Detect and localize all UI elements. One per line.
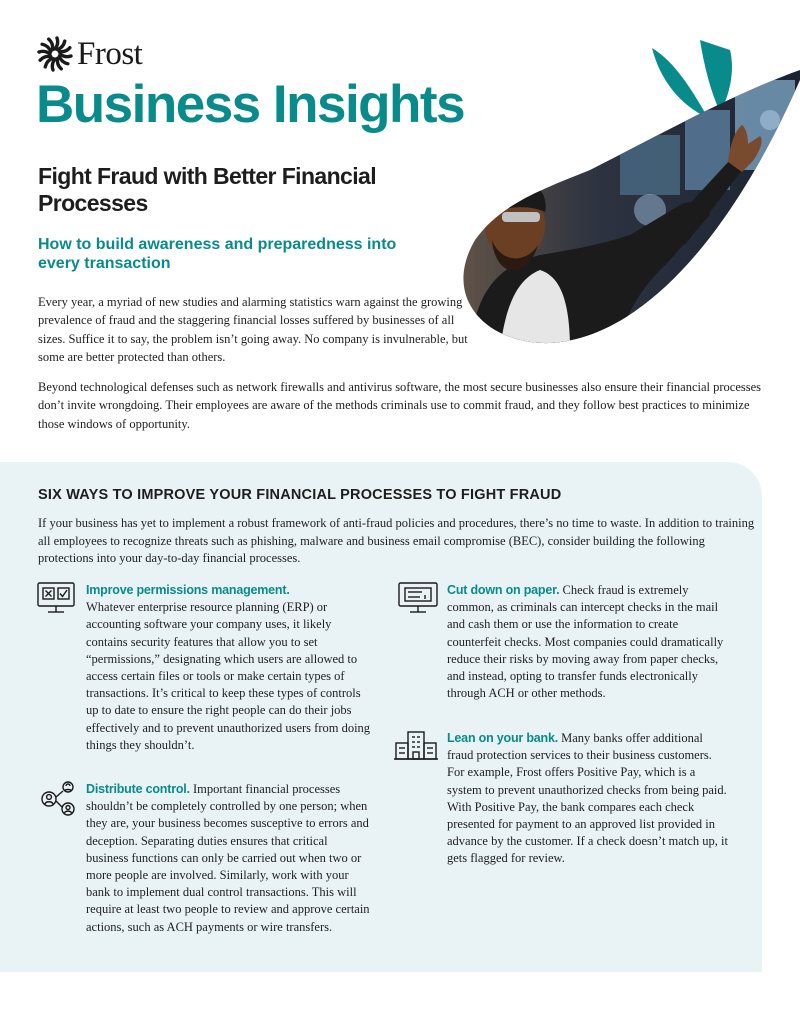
tip-body: Many banks offer additional fraud protection services to their business customers. For example, Frost offers Positive Pay, which is a system to prevent unauthorized checks from being paid. With Positive Pay, the bank compares each check presented for payment to an approved list provided in advance by the customer. If a check doesn’t match up, it gets flagged for review. (447, 731, 728, 866)
bank-building-icon (394, 730, 438, 760)
tip-lean-on-bank (447, 730, 729, 868)
section-intro: If your business has yet to implement a robust framework of anti-fraud policies and procedures, there’s no time to waste. In addition to training all employees to recognize threats such as phishing, malware and business email compromise (BEC), consider building the following protections into your day-to-day financial processes. (38, 516, 755, 565)
tip-distribute-control (86, 781, 371, 936)
teal-drop-shape (652, 48, 708, 118)
people-network-icon (40, 781, 80, 817)
tip-title: Lean on your bank. (447, 731, 558, 745)
hero-image (430, 40, 800, 350)
frost-logo (37, 36, 142, 72)
tip-body: Check fraud is extremely common, as criminals can intercept checks in the mail and cash them or use the information to create counterfeit checks. Most companies could dramatically reduce their risks by moving away from paper checks, and instead, opting to transfer funds electronically through ACH or other methods. (447, 583, 724, 701)
monitor-checkbox-icon (37, 582, 75, 614)
logo-wordmark: Frost (77, 35, 143, 72)
tip-title: Cut down on paper. (447, 583, 560, 597)
starburst-icon (37, 36, 73, 72)
tip-body: Important financial processes shouldn’t be completely controlled by one person; when they are, your business becomes susceptive to errors and deception. Separating duties ensures that critical business functions can only be carried out when two or more people are involved. Similarly, work with your bank to implement dual control transactions. This will require at least two people to review and approve certain actions, such as ACH payments or wire transfers. (86, 782, 370, 934)
intro-paragraph: Every year, a myriad of new studies and alarming statistics warn against the growing prevalence of fraud and the staggering financial losses suffered by businesses of all sizes. Suffice it to say, the problem isn’t going away. No company is invulnerable, but some are better protected than others. (38, 295, 468, 364)
monitor-check-document-icon (398, 582, 438, 614)
article-headline: Fight Fraud with Better Financial Processes (38, 163, 376, 216)
tip-title: Improve permissions management. (86, 583, 290, 597)
tip-cut-paper (447, 582, 725, 702)
tip-title: Distribute control. (86, 782, 190, 796)
brand-title: Business Insights (36, 75, 465, 134)
tip-body: Whatever enterprise resource planning (ERP) or accounting software your company uses, it likely contains security features that allow you to set “permissions,” designating which users are allowed to access certain files or tools or make certain types of transactions. It’s critical to keep these types of controls up to date to ensure the right people can do their jobs effectively and to prevent unauthorized users from doing things they shouldn’t. (86, 600, 371, 752)
intro-paragraph: Beyond technological defenses such as network firewalls and antivirus software, the most secure businesses also ensure their financial processes don’t invite wrongdoing. Their employees are aware of the methods criminals use to commit fraud, and they follow best practices to minimize those windows of opportunity. (38, 380, 762, 431)
article-subhead: How to build awareness and preparedness into every transaction (38, 236, 397, 272)
section-title: SIX WAYS TO IMPROVE YOUR FINANCIAL PROCESSES TO FIGHT FRAUD (38, 487, 562, 503)
tip-permissions (86, 582, 376, 754)
